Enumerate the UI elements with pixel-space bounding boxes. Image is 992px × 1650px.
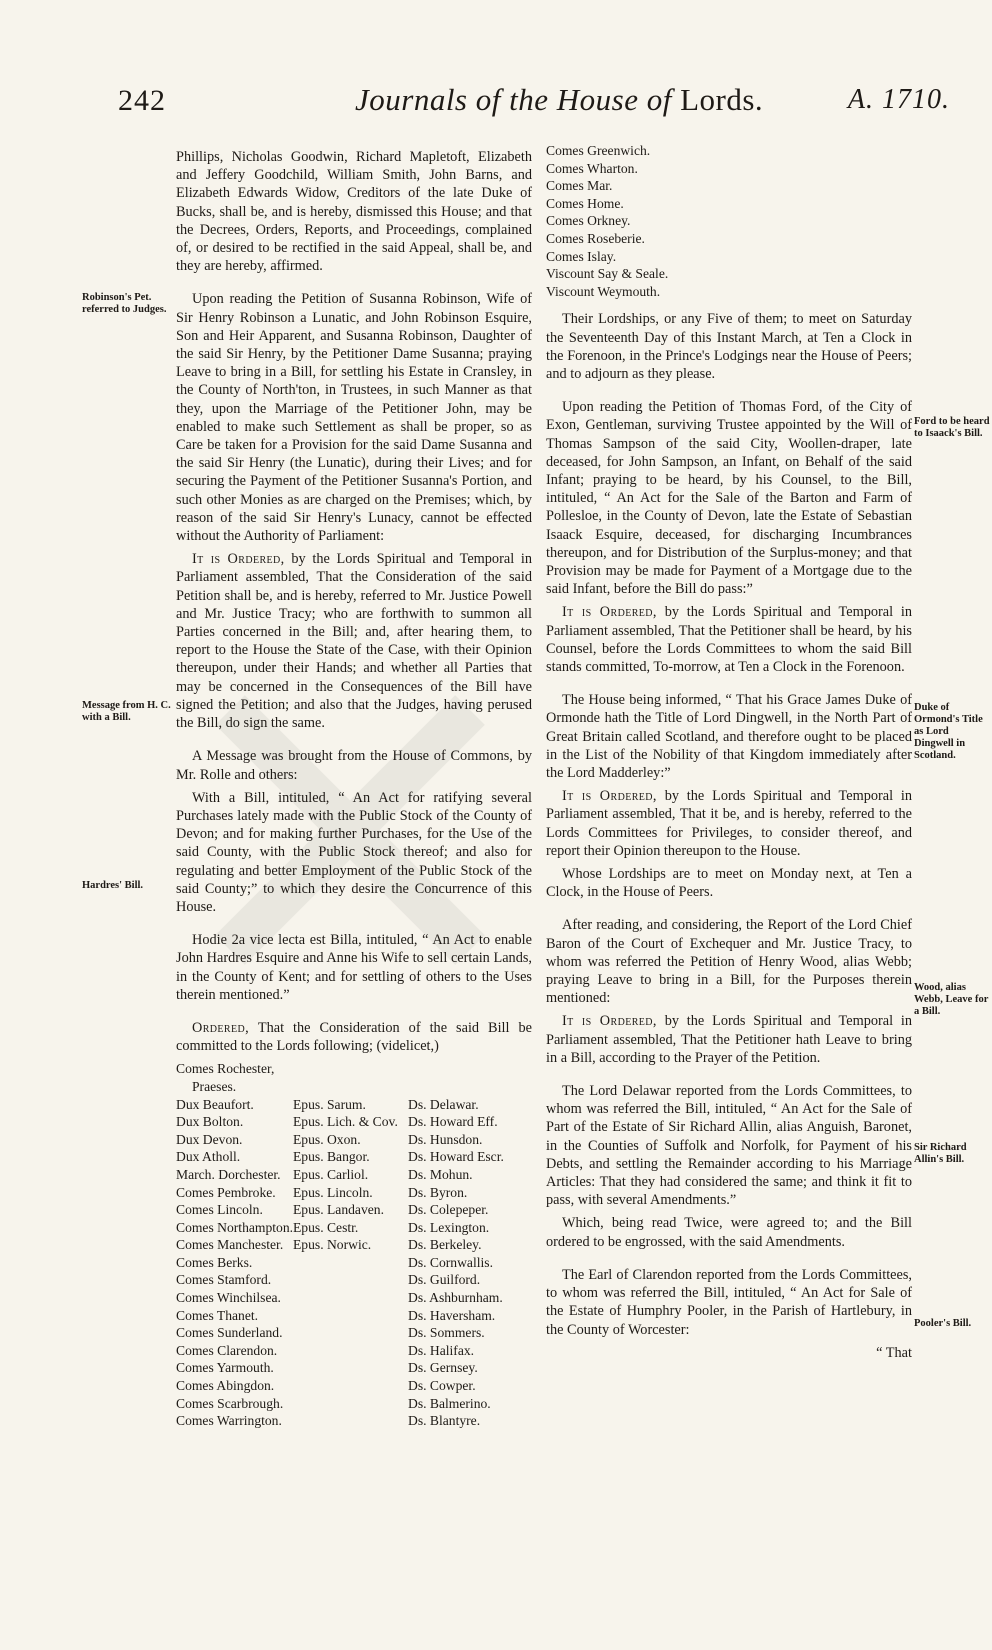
year-mark: A. 1710. [847, 84, 950, 115]
committee-member: Comes Lincoln. [176, 1202, 263, 1218]
committee-member: Ds. Delawar. [408, 1096, 479, 1112]
margin-note-pooler: Pooler's Bill. [914, 1318, 972, 1329]
ordered-label: It is Ordered, [562, 604, 657, 621]
committee-member: Ds. Howard Eff. [408, 1114, 498, 1130]
committee-member: Comes Clarendon. [176, 1342, 278, 1358]
margin-note-hardres: Hardres' Bill. [82, 880, 144, 891]
margin-note-ford: Ford to be heard to Isaack's Bill. [914, 416, 990, 439]
committee-member: Comes Manchester. [176, 1237, 284, 1253]
committee-member: Comes Yarmouth. [176, 1360, 274, 1376]
committee-member: Epus. Landaven. [293, 1202, 384, 1218]
margin-note-ormond: Duke of Ormond's Title as Lord Dingwell in Scotland. [914, 702, 983, 761]
committee-member: Ds. Blantyre. [408, 1413, 481, 1429]
margin-note-message: Message from H. C. with a Bill. [82, 700, 171, 723]
committee-member: Ds. Byron. [408, 1184, 468, 1200]
committee-member: Comes Berks. [176, 1254, 253, 1270]
paragraph: Their Lordships, or any Five of them; to meet on Saturday the Seventeenth Day of this Instant March, at Ten a Clock in the Forenoon, in the Prince's Lodgings near the House of Peers; and to adjourn as they please. [546, 311, 912, 382]
committee-member: Ds. Balmerino. [408, 1395, 491, 1411]
paragraph: Upon reading the Petition of Susanna Robinson, Wife of Sir Henry Robinson a Lunatic, and John Robinson Esquire, Son and Heir Apparent, and Susanna Robinson, Daughter of the said Sir Henry, by the Petitioner Dame Susanna; praying Leave to bring in a Bill, for settling his Estate in Cransley, in the County of North'ton, in Trustees, in such Manner as that they, upon the Marriage of the Petitioner John, may be enabled to make such Settlement as shall be proper, so as Care be taken for a Provision for the said Dame Susanna and the said Sir Henry (the Lunatic), during their Lives; and for securing the Payment of the Petitioner Susanna's Portion, and such other Monies as are charged on the Premises; which, by reason of the said Sir Henry's Lunacy, cannot be effected without the Authority of Parliament: [176, 291, 532, 545]
paragraph [546, 603, 912, 676]
list-column-bishops [293, 1096, 408, 1430]
committee-member: Comes Home. [546, 195, 624, 211]
paragraph-text: by the Lords Spiritual and Temporal in Parliament assembled, That it be, and is hereby, referred to the Lords Committees for Privileges, to consider thereof, and report their Opinion thereupon to the House. [546, 788, 912, 859]
paragraph: Whose Lordships are to meet on Monday next, at Ten a Clock, in the House of Peers. [546, 866, 912, 901]
committee-member: Ds. Hunsdon. [408, 1131, 483, 1147]
committee-member: Ds. Lexington. [408, 1219, 490, 1235]
committee-member: Comes Abingdon. [176, 1378, 275, 1394]
committee-member: Comes Pembroke. [176, 1184, 276, 1200]
list-column-dukes-earls [176, 1096, 293, 1430]
paragraph: The Earl of Clarendon reported from the Lords Committees, to whom was referred the Bill, intituled, “ An Act for Sale of the Estate of Humphry Pooler, in the Parish of Hartlebury, in the County of Worcester: [546, 1266, 912, 1338]
committee-member: Comes Roseberie. [546, 230, 645, 246]
running-title [355, 82, 763, 118]
margin-note-allin: Sir Richard Allin's Bill. [914, 1142, 967, 1165]
committee-member: Dux Beaufort. [176, 1096, 254, 1112]
committee-member: Viscount Say & Seale. [546, 266, 669, 282]
committee-member: Epus. Norwic. [293, 1237, 372, 1253]
committee-list-continued [546, 142, 912, 300]
committee-member: Comes Winchilsea. [176, 1290, 281, 1306]
committee-member: Comes Stamford. [176, 1272, 272, 1288]
committee-member: Ds. Haversham. [408, 1307, 496, 1323]
list-head-praeses: Praeses. [192, 1078, 237, 1094]
committee-member: Comes Mar. [546, 178, 613, 194]
paragraph [176, 550, 532, 732]
paragraph [546, 787, 912, 860]
committee-member: Epus. Carliol. [293, 1166, 369, 1182]
list-head: Comes Rochester, [176, 1061, 275, 1077]
committee-member: Ds. Ashburnham. [408, 1290, 503, 1306]
committee-member: Comes Warrington. [176, 1413, 282, 1429]
paragraph [176, 1019, 532, 1055]
committee-member: Epus. Bangor. [293, 1149, 370, 1165]
paragraph: Hodie 2a vice lecta est Billa, intituled, “ An Act to enable John Hardres Esquire and Anne his Wife to sell certain Lands, in the County of Kent; and for settling of others to the Uses therein mentioned.” [176, 932, 532, 1003]
committee-member: Ds. Cowper. [408, 1378, 476, 1394]
title-lords: Lords. [680, 82, 764, 117]
title-journals: Journals [355, 82, 468, 117]
committee-member: Epus. Lincoln. [293, 1184, 373, 1200]
list-column-barons [408, 1096, 532, 1430]
paragraph: The Lord Delawar reported from the Lords Committees, to whom was referred the Bill, intituled, “ An Act for the Sale of Part of the Estate of Sir Richard Allin, alias Anguish, Baronet, in the Counties of Suffolk and Norfolk, for Payment of his Debts, and settling the Remainder according to his Marriage Articles: That they had considered the same; and think it fit to pass, with several Amendments.” [546, 1083, 912, 1209]
paragraph-text: by the Lords Spiritual and Temporal in Parliament assembled, That the Consideration of the said Petition shall be, and is hereby, referred to Mr. Justice Powell and Mr. Justice Tracy; who are forthwith to summon all Parties concerned in the Bill; and, after hearing them, to report to the House the State of the Case, with their Opinion thereupon, under their Hands; and whether all Parties that may be concerned in the Consequences of the Bill have signed the Petition; and also that the Judges, having perused the Bill, do sign the same. [176, 551, 532, 732]
ordered-label: It is Ordered, [562, 1013, 657, 1030]
paragraph-text: by the Lords Spiritual and Temporal in Parliament assembled, That the Petitioner hath Leave to bring in a Bill, according to the Prayer of the Petition. [546, 1013, 912, 1066]
committee-member: Ds. Mohun. [408, 1166, 473, 1182]
paragraph: After reading, and considering, the Report of the Lord Chief Baron of the Court of Exchequer and Mr. Justice Tracy, to whom was referred the Petition of Henry Wood, alias Webb; praying Leave to bring in a Bill, for the Purposes therein mentioned: [546, 917, 912, 1007]
committee-member: Dux Atholl. [176, 1149, 241, 1165]
committee-member: Epus. Oxon. [293, 1131, 361, 1147]
paragraph: The House being informed, “ That his Grace James Duke of Ormonde hath the Title of Lord Dingwell, in the North Part of Great Britain called Scotland, and therefore ought to be placed in the List of the Nobility of that Kingdom immediately after the Lord Madderley:” [546, 692, 912, 782]
margin-note-robinson: Robinson's Pet. referred to Judges. [82, 292, 167, 315]
committee-member: Epus. Sarum. [293, 1096, 366, 1112]
paragraph: With a Bill, intituled, “ An Act for ratifying several Purchases lately made with the Public Stock of the County of Devon; and for making further Purchases, for the Use of the said County, with the Public Stock thereof; and also for regulating and better Employment of the Public Stock of the said County;” to which they desire the Concurrence of this House. [176, 789, 532, 915]
committee-list [176, 1060, 532, 1429]
paragraph: A Message was brought from the House of Commons, by Mr. Rolle and others: [176, 748, 532, 783]
committee-member: Viscount Weymouth. [546, 283, 661, 299]
committee-member: Comes Greenwich. [546, 143, 651, 158]
committee-grid [176, 1096, 532, 1430]
committee-member: Ds. Berkeley. [408, 1237, 482, 1253]
committee-member: Comes Northampton. [176, 1219, 294, 1235]
committee-member: Ds. Halifax. [408, 1342, 475, 1358]
committee-member: Dux Devon. [176, 1131, 243, 1147]
ordered-label: Ordered, [192, 1019, 250, 1036]
committee-member: Ds. Cornwallis. [408, 1254, 493, 1270]
left-column [176, 148, 532, 1430]
title-of-the: of the [467, 82, 557, 117]
committee-member: Ds. Sommers. [408, 1325, 485, 1341]
paragraph: Phillips, Nicholas Goodwin, Richard Mapletoft, Elizabeth and Jeffery Goodchild, William Smith, John Barns, and Elizabeth Edwards Widow, Creditors of the late Duke of Bucks, shall be, and is hereby, dismissed this House; and that the Decrees, Orders, Reports, and Proceedings, complained of, or desired to be rectified in the said Appeal, shall be, and they are hereby, affirmed. [176, 149, 532, 275]
committee-member: Ds. Gernsey. [408, 1360, 478, 1376]
paragraph-text: by the Lords Spiritual and Temporal in Parliament assembled, That the Petitioner shall be heard, by his Counsel, before the Lords Committees to whom the said Bill stands committed, To-morrow, at Ten a Clock in the Forenoon. [546, 604, 912, 675]
committee-member: Epus. Lich. & Cov. [293, 1114, 398, 1130]
committee-member: Comes Sunderland. [176, 1325, 283, 1341]
paragraph: Which, being read Twice, were agreed to; and the Bill ordered to be engrossed, with the said Amendments. [546, 1215, 912, 1250]
title-of: of [638, 82, 681, 117]
committee-member: Comes Wharton. [546, 160, 638, 176]
title-house: House [556, 82, 639, 117]
ordered-label: It is Ordered, [192, 551, 285, 568]
committee-member: Ds. Howard Escr. [408, 1149, 504, 1165]
page-number: 242 [118, 84, 166, 117]
right-column [546, 143, 912, 1362]
committee-member: March. Dorchester. [176, 1166, 281, 1182]
committee-member: Epus. Cestr. [293, 1219, 359, 1235]
committee-member: Comes Islay. [546, 248, 617, 264]
paragraph [546, 1012, 912, 1067]
committee-member: Ds. Colepeper. [408, 1202, 489, 1218]
committee-member: Dux Bolton. [176, 1114, 244, 1130]
paragraph: Upon reading the Petition of Thomas Ford, of the City of Exon, Gentleman, surviving Trustee appointed by the Will of Thomas Sampson of the said City, Woollen-draper, late deceased, for John Sampson, an Infant, on Behalf of the said Infant; praying to be heard, by his Counsel, to the Bill, intituled, “ An Act for the Sale of the Barton and Farm of Pollesloe, in the County of Devon, late the Estate of Sebastian Isaack Esquire, deceased, for discharging Incumbrances thereupon, and for Distribution of the Surplus-money; and that Provision may be made for Payment of a Mortgage due to the said Infant, before the Bill do pass:” [546, 399, 912, 598]
paragraph-text: That the Consideration of the said Bill be committed to the Lords following; (videlicet,) [176, 1019, 532, 1055]
committee-member: Comes Thanet. [176, 1307, 259, 1323]
committee-member: Comes Orkney. [546, 213, 631, 229]
catchword: “ That [876, 1344, 912, 1361]
committee-member: Comes Scarbrough. [176, 1395, 284, 1411]
ordered-label: It is Ordered, [562, 788, 657, 805]
committee-member: Ds. Guilford. [408, 1272, 481, 1288]
margin-note-wood: Wood, alias Webb, Leave for a Bill. [914, 982, 989, 1017]
